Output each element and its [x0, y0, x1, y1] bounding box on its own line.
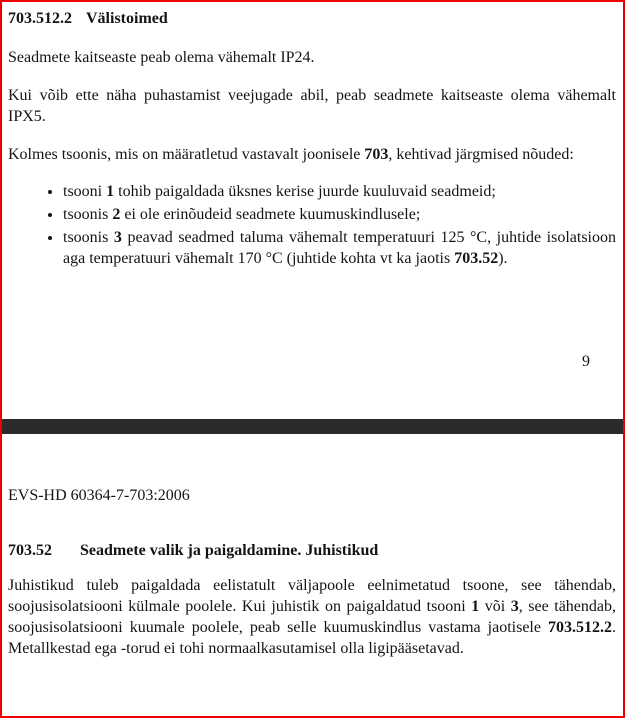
list-item-zone-3: [63, 227, 616, 269]
section-title: Seadmete valik ja paigaldamine. Juhistikud: [80, 542, 379, 559]
zone-number: 3: [510, 598, 519, 615]
zone-number: 3: [113, 229, 122, 246]
zone-number: 2: [112, 206, 121, 223]
bullet-text: tohib paigaldada üksnes kerise juurde kuuluvaid seadmeid;: [114, 183, 496, 200]
section-title: Välistoimed: [86, 10, 168, 27]
bullet-text: tsooni: [63, 183, 107, 200]
para-wiring-text-0: Juhistikud tuleb paigaldada eelistatult väljapoole eelnimetatud tsoone, see tähendab, soojusisolatsiooni külmale poolele. Kui juhistik on paigaldatud tsooni: [8, 577, 616, 615]
bullet-text: ei ole erinõudeid seadmete kuumuskindlusele;: [120, 206, 421, 223]
para-ip24: Seadmete kaitseaste peab olema vähemalt IP24.: [8, 49, 315, 66]
doc-reference: EVS-HD 60364-7-703:2006: [8, 487, 190, 504]
section-heading-juhistikud: [8, 540, 616, 561]
bullet-text: tsoonis: [63, 229, 114, 246]
zone-number: 1: [471, 598, 480, 615]
bullet-text: tsoonis: [63, 206, 113, 223]
bullet-text: peavad seadmed taluma vähemalt temperatuuri 125 °C, juhtide isolatsioon aga temperatuuri vähemalt 170 °C (juhtide kohta vt ka jaotis: [63, 229, 617, 267]
page-number: 9: [582, 353, 590, 370]
section-heading-valistoimed: [8, 8, 616, 29]
section-number: 703.512.2: [8, 10, 72, 27]
para-zones-text-2: , kehtivad järgmised nõuded:: [388, 146, 574, 163]
page-break-bar: [2, 419, 623, 434]
page-bottom-content: [2, 485, 623, 659]
page-top-content: [2, 8, 623, 372]
para-zones-text-0: Kolmes tsoonis, mis on määratletud vastavalt joonisele: [8, 146, 365, 163]
list-item-zone-2: [63, 204, 616, 225]
para-zones-ref-703: 703: [364, 146, 389, 163]
zone-requirements-list: [8, 181, 616, 269]
para-zones: [8, 144, 616, 165]
para-ipx5: Kui võib ette näha puhastamist veejugade abil, peab seadmete kaitseaste olema vähemalt IPX5.: [8, 87, 616, 125]
para-wiring-text-2: või: [479, 598, 511, 615]
section-ref-703-52: 703.52: [454, 250, 499, 267]
list-item-zone-1: [63, 181, 616, 202]
section-number: 703.52: [8, 542, 52, 559]
section-ref-703-512-2: 703.512.2: [548, 619, 612, 636]
bullet-text: ).: [498, 250, 508, 267]
para-wiring: [8, 575, 616, 659]
para-wiring-text-6: . Metallkestad ega -torud ei tohi normaalkasutamisel olla ligipääsetavad.: [8, 619, 616, 657]
zone-number: 1: [106, 183, 115, 200]
para-wiring-text-4: , see tähendab, soojusisolatsiooni kuumale poolele, peab selle kuumuskindlus vastama jaotisele: [8, 598, 616, 636]
